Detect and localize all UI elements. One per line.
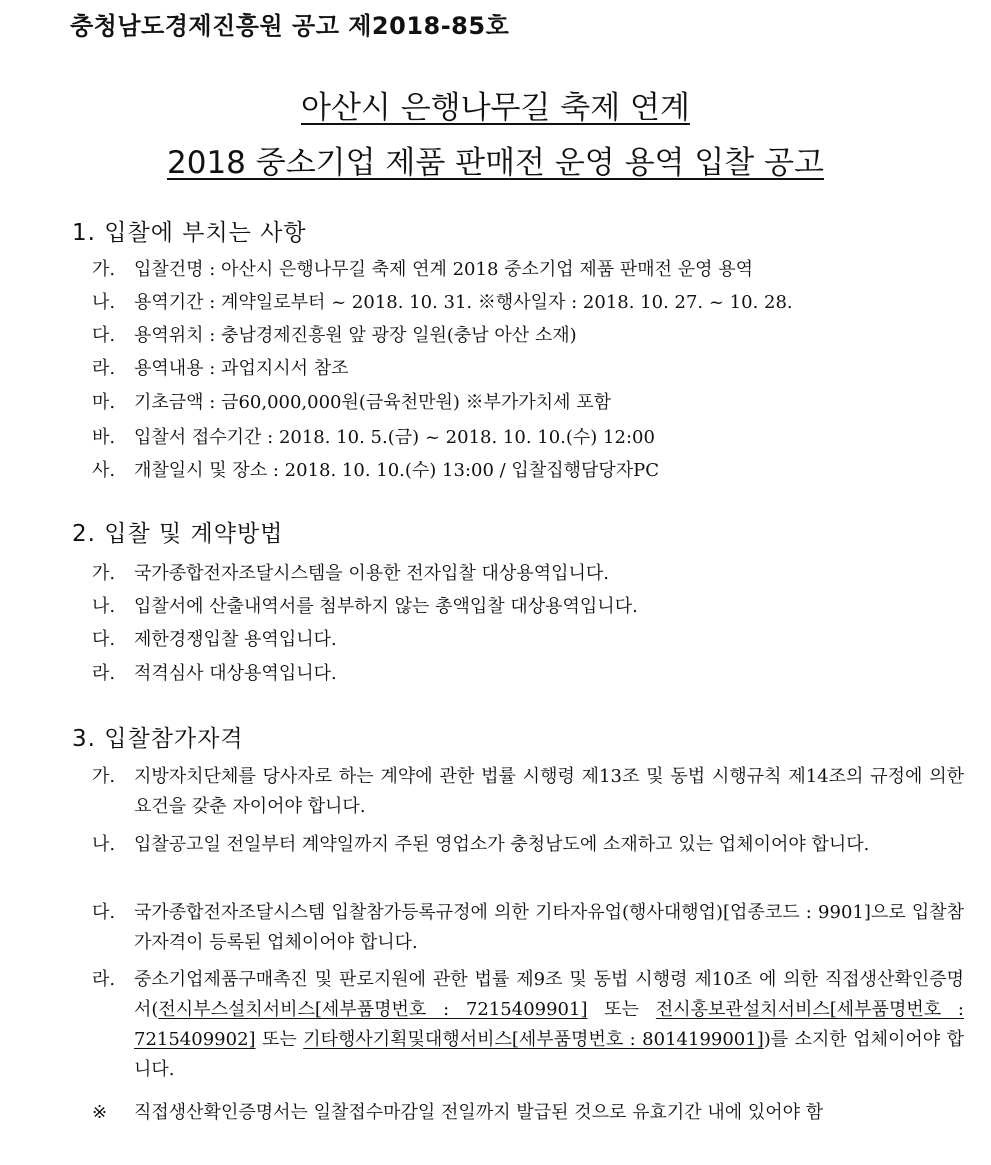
list-item: 가. 입찰건명 : 아산시 은행나무길 축제 연계 2018 중소기업 제품 판매전 운영 용역 [92,259,754,280]
underlined-item-code: 전시부스설치서비스[세부품명번호 : 7215409901] [158,999,588,1020]
underlined-item-code: 기타행사기획및대행서비스[세부품명번호 : 8014199001] [303,1029,764,1050]
list-item: 다. 용역위치 : 충남경제진흥원 앞 광장 일원(충남 아산 소재) [92,325,577,346]
document-title-line2: 2018 중소기업 제품 판매전 운영 용역 입찰 공고 [167,145,824,181]
list-item: 다. 국가종합전자조달시스템 입찰참가등록규정에 의한 기타자유업(행사대행업)[업종코드 : 9901]으로 입찰참가자격이 등록된 업체이어야 합니다. [92,902,964,953]
notice-number: 충청남도경제진흥원 공고 제2018-85호 [70,12,510,40]
underlined-item-code: 전시홍보관설치서비스[세부품명번호 : 7215409902] [134,999,964,1050]
list-item: 가. 국가종합전자조달시스템을 이용한 전자입찰 대상용역입니다. [92,563,609,584]
list-item: 라. 적격심사 대상용역입니다. [92,663,337,684]
list-item: 라. 중소기업제품구매촉진 및 판로지원에 관한 법률 제9조 및 동법 시행령 제10조 에 의한 직접생산확인증명서(전시부스설치서비스[세부품명번호 : 7215409901] 또는 전시홍보관설치서비스[세부품명번호 : 7215409902] 또는 기타행사기획및대행서비스[세부품명번호 : 8014199001])를 소지한 업체이어야 합니다. [92,969,964,1080]
list-item: 나. 용역기간 : 계약일로부터 ~ 2018. 10. 31. ※행사일자 : 2018. 10. 27. ~ 10. 28. [92,292,793,313]
list-item: 바. 입찰서 접수기간 : 2018. 10. 5.(금) ~ 2018. 10. 10.(수) 12:00 [92,427,655,448]
list-item: 나. 입찰공고일 전일부터 계약일까지 주된 영업소가 충청남도에 소재하고 있는 업체이어야 합니다. [92,834,870,855]
list-item: 나. 입찰서에 산출내역서를 첨부하지 않는 총액입찰 대상용역입니다. [92,596,638,617]
section-heading-1: 1. 입찰에 부치는 사항 [72,220,307,246]
section-heading-3: 3. 입찰참가자격 [72,726,244,752]
note-item: ※ 직접생산확인증명서는 일찰접수마감일 전일까지 발급된 것으로 유효기간 내에 있어야 함 [92,1102,824,1123]
list-item: 가. 지방자치단체를 당사자로 하는 계약에 관한 법률 시행령 제13조 및 동법 시행규칙 제14조의 규정에 의한 요건을 갖춘 자이어야 합니다. [92,766,964,817]
document-title-line1: 아산시 은행나무길 축제 연계 [301,90,690,126]
section-heading-2: 2. 입찰 및 계약방법 [72,521,284,547]
list-item: 사. 개찰일시 및 장소 : 2018. 10. 10.(수) 13:00 / 입찰집행담당자PC [92,460,660,481]
list-item: 마. 기초금액 : 금60,000,000원(금육천만원) ※부가가치세 포함 [92,392,612,413]
list-item: 다. 제한경쟁입찰 용역입니다. [92,629,337,650]
list-item: 라. 용역내용 : 과업지시서 참조 [92,358,349,379]
